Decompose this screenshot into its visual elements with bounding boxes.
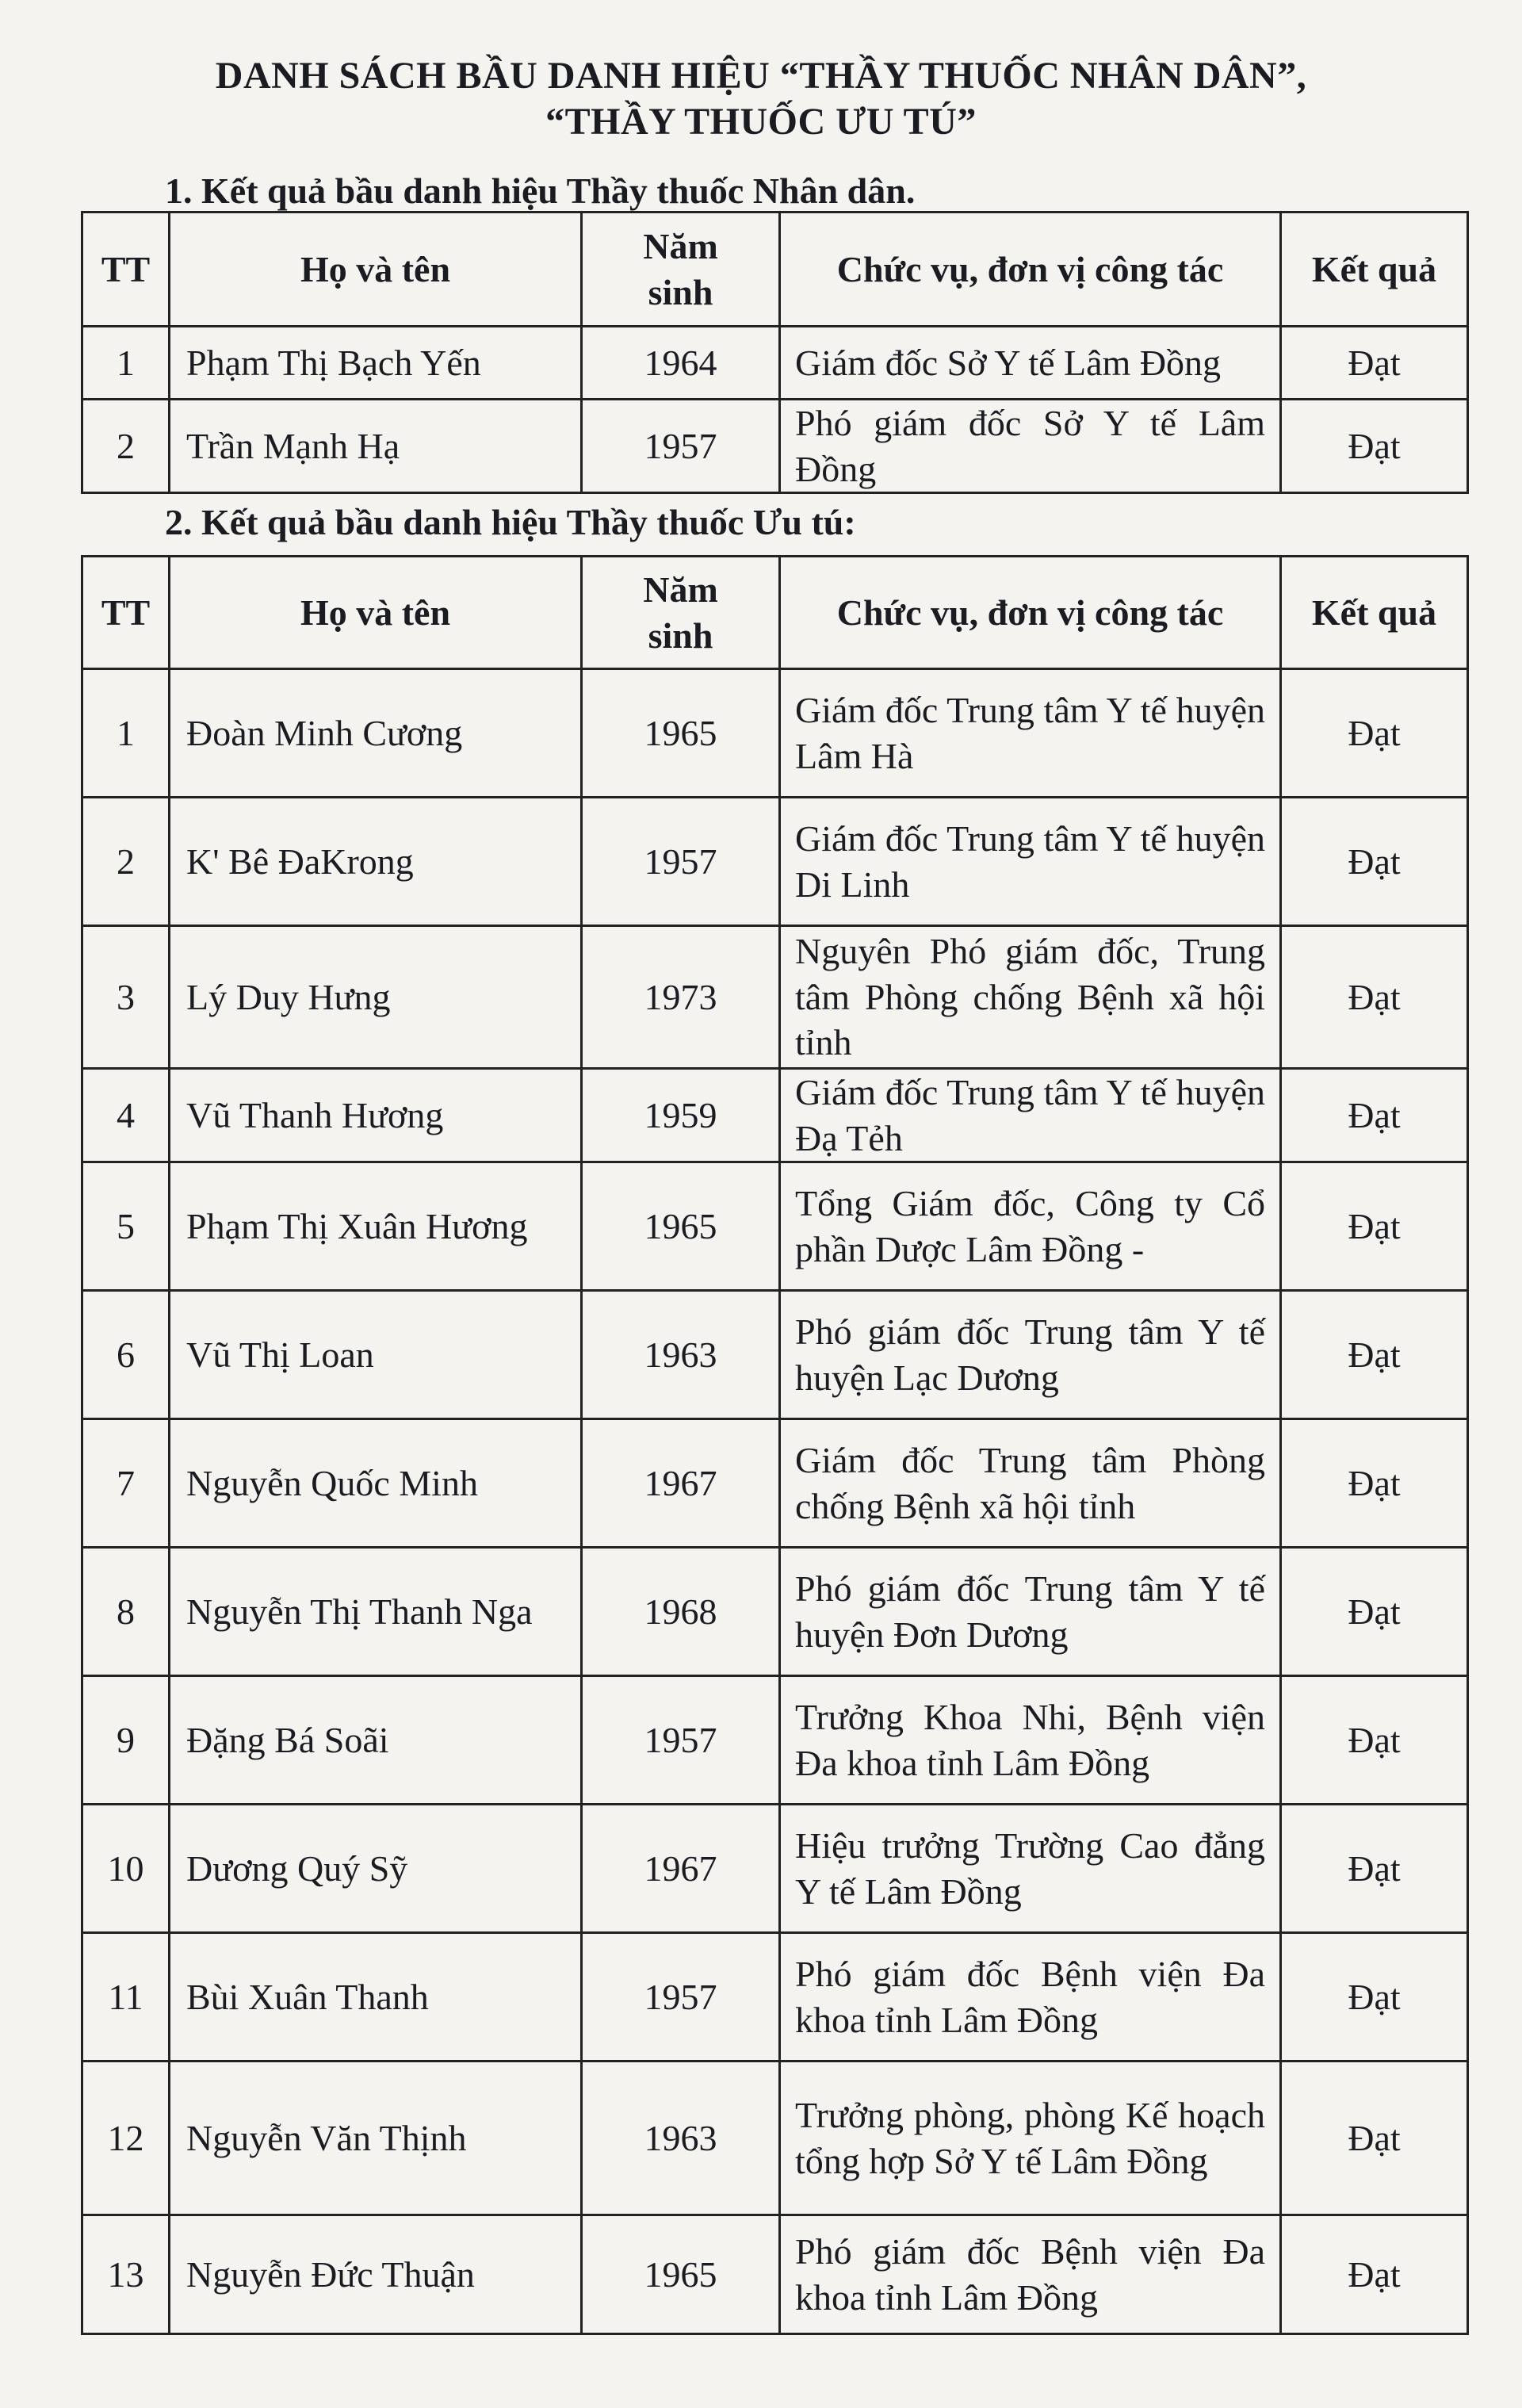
cell-year: 1965: [582, 2215, 780, 2334]
cell-tt: 6: [82, 1291, 170, 1419]
header-year-line1: Năm: [643, 226, 718, 266]
header-position: Chức vụ, đơn vị công tác: [780, 557, 1281, 669]
cell-tt: 9: [82, 1676, 170, 1805]
cell-result: Đạt: [1281, 798, 1468, 926]
cell-tt: 1: [82, 327, 170, 400]
cell-result: Đạt: [1281, 1548, 1468, 1676]
cell-tt: 8: [82, 1548, 170, 1676]
cell-position: Nguyên Phó giám đốc, Trung tâm Phòng chống Bệnh xã hội tỉnh: [780, 926, 1281, 1069]
cell-result: Đạt: [1281, 1162, 1468, 1291]
cell-result: Đạt: [1281, 1933, 1468, 2062]
cell-name: Bùi Xuân Thanh: [170, 1933, 582, 2062]
cell-position: Phó giám đốc Bệnh viện Đa khoa tỉnh Lâm Đồng: [780, 2215, 1281, 2334]
cell-name: Nguyễn Thị Thanh Nga: [170, 1548, 582, 1676]
cell-name: Nguyễn Quốc Minh: [170, 1419, 582, 1548]
cell-name: Đoàn Minh Cương: [170, 669, 582, 798]
header-position: Chức vụ, đơn vị công tác: [780, 212, 1281, 327]
cell-year: 1959: [582, 1069, 780, 1162]
table-row: [82, 1933, 1468, 2062]
cell-result: Đạt: [1281, 2215, 1468, 2334]
cell-position: Giám đốc Trung tâm Y tế huyện Lâm Hà: [780, 669, 1281, 798]
cell-tt: 11: [82, 1933, 170, 2062]
cell-tt: 10: [82, 1805, 170, 1933]
cell-name: Vũ Thanh Hương: [170, 1069, 582, 1162]
table-header-row: [82, 212, 1468, 327]
table-header-row: [82, 557, 1468, 669]
cell-year: 1967: [582, 1419, 780, 1548]
table-row: [82, 1805, 1468, 1933]
cell-year: 1967: [582, 1805, 780, 1933]
cell-position: Phó giám đốc Bệnh viện Đa khoa tỉnh Lâm Đồng: [780, 1933, 1281, 2062]
section1-heading: 1. Kết quả bầu danh hiệu Thầy thuốc Nhân dân.: [165, 170, 916, 211]
section2-heading: 2. Kết quả bầu danh hiệu Thầy thuốc Ưu tú:: [165, 502, 856, 542]
cell-result: Đạt: [1281, 669, 1468, 798]
table-row: [82, 669, 1468, 798]
cell-year: 1963: [582, 2062, 780, 2215]
cell-result: Đạt: [1281, 1805, 1468, 1933]
cell-year: 1957: [582, 400, 780, 493]
cell-tt: 7: [82, 1419, 170, 1548]
cell-name: Phạm Thị Bạch Yến: [170, 327, 582, 400]
cell-tt: 5: [82, 1162, 170, 1291]
cell-result: Đạt: [1281, 1291, 1468, 1419]
cell-name: K' Bê ĐaKrong: [170, 798, 582, 926]
cell-result: Đạt: [1281, 400, 1468, 493]
header-tt: TT: [82, 212, 170, 327]
cell-year: 1957: [582, 1676, 780, 1805]
cell-position: Giám đốc Trung tâm Y tế huyện Di Linh: [780, 798, 1281, 926]
cell-position: Giám đốc Trung tâm Y tế huyện Đạ Tẻh: [780, 1069, 1281, 1162]
cell-result: Đạt: [1281, 1676, 1468, 1805]
table-row: [82, 400, 1468, 493]
table-row: [82, 1676, 1468, 1805]
cell-name: Phạm Thị Xuân Hương: [170, 1162, 582, 1291]
table-row: [82, 1291, 1468, 1419]
cell-name: Vũ Thị Loan: [170, 1291, 582, 1419]
table-row: [82, 1419, 1468, 1548]
header-name: Họ và tên: [170, 212, 582, 327]
table-row: [82, 327, 1468, 400]
cell-tt: 12: [82, 2062, 170, 2215]
cell-position: Trưởng Khoa Nhi, Bệnh viện Đa khoa tỉnh Lâm Đồng: [780, 1676, 1281, 1805]
cell-year: 1965: [582, 669, 780, 798]
header-year: [582, 557, 780, 669]
cell-position: Tổng Giám đốc, Công ty Cổ phần Dược Lâm Đồng -: [780, 1162, 1281, 1291]
cell-name: Nguyễn Đức Thuận: [170, 2215, 582, 2334]
header-tt: TT: [82, 557, 170, 669]
header-year: [582, 212, 780, 327]
table-row: [82, 926, 1468, 1069]
cell-result: Đạt: [1281, 926, 1468, 1069]
header-name: Họ và tên: [170, 557, 582, 669]
cell-position: Phó giám đốc Trung tâm Y tế huyện Đơn Dương: [780, 1548, 1281, 1676]
document-title-line2: “THẦY THUỐC ƯU TÚ”: [545, 101, 977, 143]
cell-year: 1973: [582, 926, 780, 1069]
cell-tt: 13: [82, 2215, 170, 2334]
cell-result: Đạt: [1281, 1419, 1468, 1548]
cell-name: Dương Quý Sỹ: [170, 1805, 582, 1933]
cell-position: Phó giám đốc Sở Y tế Lâm Đồng: [780, 400, 1281, 493]
cell-position: Phó giám đốc Trung tâm Y tế huyện Lạc Dương: [780, 1291, 1281, 1419]
people-doctor-table: [81, 211, 1469, 494]
table-row: [82, 1162, 1468, 1291]
header-year-line1: Năm: [643, 569, 718, 610]
cell-year: 1968: [582, 1548, 780, 1676]
header-result: Kết quả: [1281, 557, 1468, 669]
cell-name: Nguyễn Văn Thịnh: [170, 2062, 582, 2215]
cell-year: 1957: [582, 1933, 780, 2062]
cell-year: 1957: [582, 798, 780, 926]
table-row: [82, 1069, 1468, 1162]
table-row: [82, 798, 1468, 926]
cell-year: 1963: [582, 1291, 780, 1419]
cell-year: 1964: [582, 327, 780, 400]
cell-name: Lý Duy Hưng: [170, 926, 582, 1069]
cell-position: Trưởng phòng, phòng Kế hoạch tổng hợp Sở Y tế Lâm Đồng: [780, 2062, 1281, 2215]
cell-tt: 2: [82, 400, 170, 493]
header-year-line2: sinh: [648, 271, 713, 312]
cell-year: 1965: [582, 1162, 780, 1291]
header-year-line2: sinh: [648, 614, 713, 656]
cell-tt: 3: [82, 926, 170, 1069]
cell-position: Hiệu trưởng Trường Cao đẳng Y tế Lâm Đồng: [780, 1805, 1281, 1933]
cell-name: Trần Mạnh Hạ: [170, 400, 582, 493]
cell-tt: 1: [82, 669, 170, 798]
cell-result: Đạt: [1281, 327, 1468, 400]
document-title-line1: DANH SÁCH BẦU DANH HIỆU “THẦY THUỐC NHÂN DÂN”,: [215, 55, 1307, 97]
header-result: Kết quả: [1281, 212, 1468, 327]
meritorious-doctor-table: [81, 555, 1469, 2335]
cell-position: Giám đốc Sở Y tế Lâm Đồng: [780, 327, 1281, 400]
cell-tt: 2: [82, 798, 170, 926]
cell-tt: 4: [82, 1069, 170, 1162]
table-row: [82, 2215, 1468, 2334]
table-row: [82, 2062, 1468, 2215]
cell-name: Đặng Bá Soãi: [170, 1676, 582, 1805]
cell-position: Giám đốc Trung tâm Phòng chống Bệnh xã hội tỉnh: [780, 1419, 1281, 1548]
cell-result: Đạt: [1281, 2062, 1468, 2215]
cell-result: Đạt: [1281, 1069, 1468, 1162]
table-row: [82, 1548, 1468, 1676]
